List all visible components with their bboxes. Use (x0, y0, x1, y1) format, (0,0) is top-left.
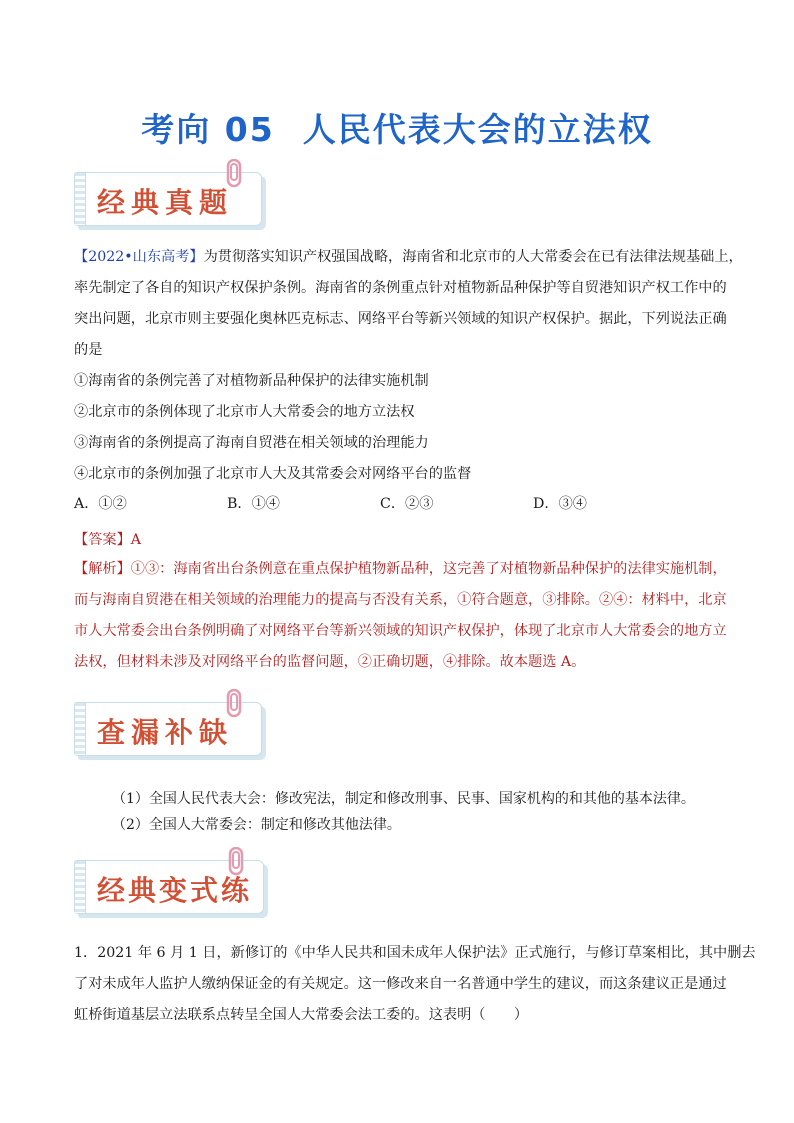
analysis (74, 554, 727, 678)
analysis-line: 市人大常委会出台条例明确了对网络平台等新兴领域的知识产权保护，体现了北京市人大常委会的地方立 (74, 623, 727, 639)
analysis-label: 【解析】 (74, 561, 131, 577)
section-banner-practice (74, 860, 264, 914)
practice-question (74, 938, 756, 1031)
question-source: 【2022•山东高考】 (74, 249, 204, 265)
practice-line: 虹桥街道基层立法联系点转呈全国人大常委会法工委的。这表明（ ） (74, 1007, 529, 1023)
paper-clip-icon (225, 159, 243, 191)
section-title-practice: 经典变式练 (97, 874, 253, 907)
paper-clip-icon (227, 847, 245, 879)
paper-clip-icon (225, 689, 243, 721)
answer-value: A (130, 532, 142, 548)
page-title (0, 104, 794, 151)
section-title-classic: 经典真题 (97, 186, 234, 219)
analysis-line: 法权，但材料未涉及对网络平台的监督问题，②正确切题，④排除。故本题选 A。 (74, 654, 586, 670)
question-stem (74, 242, 743, 366)
stem-line: 率先制定了各自的知识产权保护条例。海南省的条例重点针对植物新品种保护等自贸港知识产权工作中的 (74, 280, 727, 296)
option-b: B．①④ (227, 496, 280, 512)
practice-line: 了对未成年人监护人缴纳保证金的有关规定。这一修改来自一名普通中学生的建议，而这条建议正是通过 (74, 976, 727, 992)
analysis-line: 而与海南自贸港在相关领域的治理能力的提高与否没有关系，①符合题意，③排除。②④：材料中，北京 (74, 592, 727, 608)
answer-label: 【答案】 (74, 532, 131, 548)
page-title-prefix: 考向 05 (141, 110, 275, 149)
practice-line: 1．2021 年 6 月 1 日，新修订的《中华人民共和国未成年人保护法》正式施行，与修订草案相比，其中删去 (74, 945, 756, 961)
question-item: ②北京市的条例体现了北京市人大常委会的地方立法权 (74, 404, 415, 420)
stem-line: 的是 (74, 342, 103, 358)
option-d: D．③④ (533, 496, 587, 512)
question-item: ③海南省的条例提高了海南自贸港在相关领域的治理能力 (74, 435, 429, 451)
section-banner-classic (74, 172, 262, 226)
stem-line: 突出问题，北京市则主要强化奥林匹克标志、网络平台等新兴领域的知识产权保护。据此，下列说法正确 (74, 311, 727, 327)
answer-options (74, 493, 722, 517)
option-a: A．①② (74, 496, 127, 512)
page-title-text: 人民代表大会的立法权 (302, 110, 653, 149)
knowledge-point: （1）全国人民代表大会：修改宪法，制定和修改刑事、民事、国家机构的和其他的基本法律。 (112, 791, 695, 807)
answer (74, 529, 141, 549)
analysis-line: ①③：海南省出台条例意在重点保护植物新品种，这完善了对植物新品种保护的法律实施机制， (130, 561, 727, 577)
section-banner-gap-fill (74, 702, 262, 756)
knowledge-point: （2）全国人大常委会：制定和修改其他法律。 (112, 817, 401, 833)
question-item: ④北京市的条例加强了北京市人大及其常委会对网络平台的监督 (74, 466, 472, 482)
stem-line: 为贯彻落实知识产权强国战略，海南省和北京市的人大常委会在已有法律法规基础上， (203, 249, 743, 265)
section-title-gap-fill: 查漏补缺 (97, 716, 234, 749)
question-item: ①海南省的条例完善了对植物新品种保护的法律实施机制 (74, 373, 429, 389)
question-items (74, 366, 722, 490)
option-c: C．②③ (380, 496, 434, 512)
